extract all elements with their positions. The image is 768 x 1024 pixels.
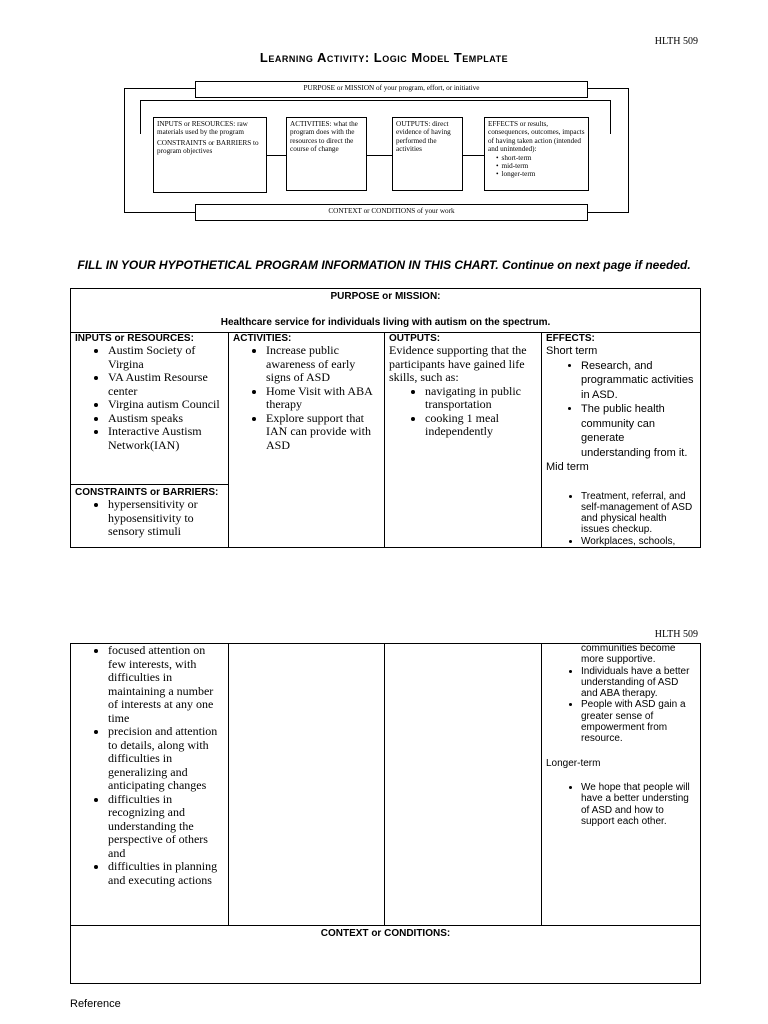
diagram-connector <box>610 100 611 134</box>
list-item: • People with ASD gain a greater sense of empowerment from resource. <box>581 699 696 744</box>
outputs-list <box>389 385 537 439</box>
logic-model-table-continued <box>70 643 701 984</box>
mid-term-label: Mid term <box>546 461 589 473</box>
diagram-connector <box>140 100 610 101</box>
activities-cont-cell[interactable] <box>229 644 385 926</box>
constraints-cont-cell[interactable] <box>71 644 229 926</box>
diagram-arrow <box>367 155 392 156</box>
diagram-effects-list <box>488 154 585 179</box>
outputs-label: OUTPUTS: <box>389 333 441 344</box>
longer-term-label: Longer-term <box>546 757 601 769</box>
outputs-intro: Evidence supporting that the participants have gained life skills, such as: <box>389 343 527 384</box>
list-item: • navigating in public transportation <box>425 385 537 412</box>
list-item: • Home Visit with ABA therapy <box>266 385 380 412</box>
short-term-list <box>546 359 696 461</box>
diagram-effects-box <box>484 117 589 191</box>
context-cell[interactable] <box>71 926 701 984</box>
diagram-connector <box>628 88 629 213</box>
purpose-label: PURPOSE or MISSION: <box>330 291 441 302</box>
context-label: CONTEXT or CONDITIONS: <box>320 928 451 939</box>
reference-label: Reference <box>70 998 121 1010</box>
diagram-connector <box>124 212 196 213</box>
inputs-list <box>75 344 224 452</box>
diagram-purpose-box: PURPOSE or MISSION of your program, effort, or initiative <box>195 81 588 98</box>
diagram-constraints-text: CONSTRAINTS or BARRIERS to program objectives <box>157 138 259 156</box>
list-item: • Explore support that IAN can provide with ASD <box>266 412 380 453</box>
constraints-list <box>75 498 224 539</box>
longer-term-list <box>546 782 696 827</box>
diagram-activities-box: ACTIVITIES: what the program does with the resources to direct the course of change <box>286 117 367 191</box>
mid-term-list <box>546 491 696 547</box>
activities-list <box>233 344 380 452</box>
course-code-page-2: HLTH 509 <box>654 629 698 640</box>
diagram-inputs-text: INPUTS or RESOURCES: raw materials used by the program <box>157 120 248 137</box>
diagram-connector <box>588 88 628 89</box>
list-item: • The public health community can generate understanding from it. <box>581 402 696 460</box>
list-item: • VA Austim Resourse center <box>108 371 224 398</box>
list-item: • longer-term <box>496 170 585 178</box>
diagram-connector <box>124 88 125 213</box>
list-item: • Interactive Austism Network(IAN) <box>108 425 224 452</box>
list-item: • Workplaces, schools, <box>581 536 696 547</box>
diagram-connector <box>140 100 141 134</box>
diagram-effects-text: EFFECTS or results, consequences, outcomes, impacts of having taken action (intended and unintended): <box>488 120 585 154</box>
effects-cont-cell[interactable] <box>542 644 701 926</box>
list-item: • Virgina autism Council <box>108 398 224 412</box>
list-item: • short-term <box>496 154 585 162</box>
effects-label: EFFECTS: <box>546 333 595 344</box>
list-item: • Increase public awareness of early signs of ASD <box>266 344 380 385</box>
constraints-label: CONSTRAINTS or BARRIERS: <box>75 487 219 499</box>
activities-label: ACTIVITIES: <box>233 333 292 344</box>
list-item: • Research, and programmatic activities in ASD. <box>581 359 696 403</box>
diagram-inputs-box <box>153 117 267 193</box>
list-item: • hypersensitivity or hyposensitivity to sensory stimuli <box>108 498 224 539</box>
inputs-cell[interactable] <box>71 333 229 485</box>
diagram-outputs-box: OUTPUTS: direct evidence of having performed the activities <box>392 117 463 191</box>
list-item: • focused attention on few interests, with difficulties in maintaining a number of interests at any one time <box>108 644 224 725</box>
page-title: Learning Activity: Logic Model Template <box>259 50 509 65</box>
logic-model-table <box>70 288 701 548</box>
constraints-cell[interactable] <box>71 485 229 548</box>
list-item: • cooking 1 meal independently <box>425 412 537 439</box>
list-item: • difficulties in recognizing and understanding the perspective of others and <box>108 793 224 861</box>
purpose-text: Healthcare service for individuals living with autism on the spectrum. <box>220 317 551 328</box>
diagram-context-box: CONTEXT or CONDITIONS of your work <box>195 204 588 221</box>
diagram-connector <box>588 212 628 213</box>
diagram-connector <box>124 88 196 89</box>
effects-cell[interactable] <box>542 333 701 548</box>
list-item: • precision and attention to details, along with difficulties in generalizing and anticipating changes <box>108 725 224 793</box>
course-code: HLTH 509 <box>654 36 698 47</box>
list-item: • mid-term <box>496 162 585 170</box>
inputs-label: INPUTS or RESOURCES: <box>75 333 194 344</box>
list-item: • Treatment, referral, and self-management of ASD and physical health issues checkup. <box>581 491 696 536</box>
short-term-label: Short term <box>546 345 598 357</box>
purpose-cell[interactable] <box>71 289 701 333</box>
list-item: • Individuals have a better understanding of ASD and ABA therapy. <box>581 666 696 700</box>
list-item: • Austim Society of Virgina <box>108 344 224 371</box>
mid-term-cont-text: communities become more supportive. <box>581 643 676 666</box>
list-item: • difficulties in planning and executing actions <box>108 860 224 887</box>
outputs-cont-cell[interactable] <box>385 644 542 926</box>
constraints-cont-list <box>75 644 224 887</box>
list-item: • Austism speaks <box>108 412 224 426</box>
diagram-arrow <box>463 155 484 156</box>
mid-term-cont-list <box>546 666 696 745</box>
outputs-cell[interactable] <box>385 333 542 548</box>
list-item: • We hope that people will have a better understing of ASD and how to support each other. <box>581 782 696 827</box>
diagram-arrow <box>266 155 286 156</box>
activities-cell[interactable] <box>229 333 385 548</box>
instruction-text: FILL IN YOUR HYPOTHETICAL PROGRAM INFORMATION IN THIS CHART. Continue on next page if needed. <box>77 258 691 272</box>
